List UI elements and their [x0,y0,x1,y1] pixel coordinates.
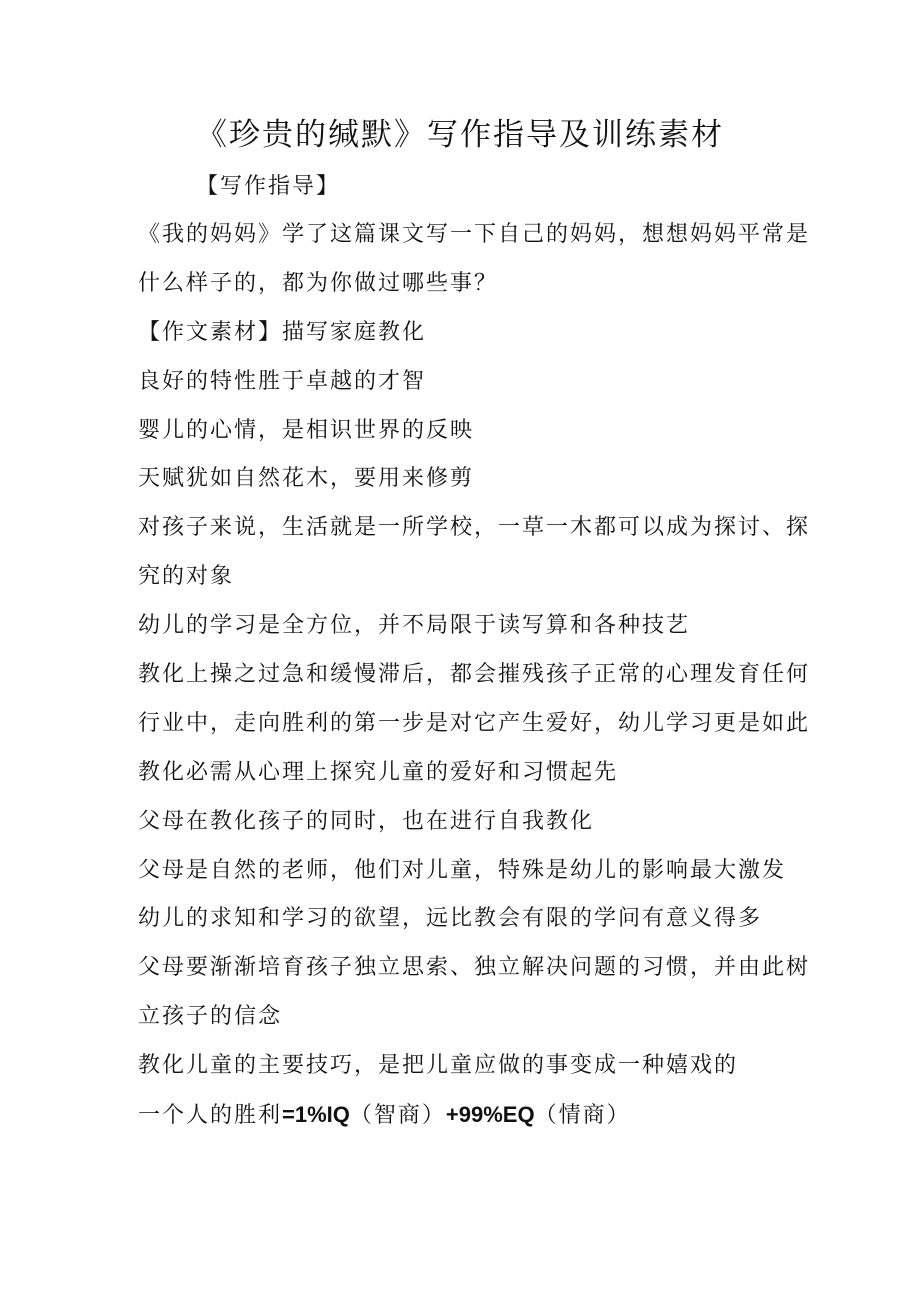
text-line: 良好的特性胜于卓越的才智 [138,368,427,394]
iq-formula: =1%IQ [282,1102,350,1128]
text-line: 父母是自然的老师，他们对儿童，特殊是幼儿的影响最大激发 [138,857,787,883]
text-line: 天赋犹如自然花木，要用来修剪 [138,466,475,492]
text-line: 教化儿童的主要技巧，是把儿童应做的事变成一种嬉戏的 [138,1053,739,1079]
formula-prefix: 一个人的胜利 [138,1103,283,1129]
text-line: 《我的妈妈》学了这篇课文写一下自己的妈妈，想想妈妈平常是 [138,222,811,247]
eq-label: （情商） [534,1103,631,1129]
text-line: 教化上操之过急和缓慢滞后，都会摧残孩子正常的心理发育任何 [138,662,811,688]
document-body [138,214,811,1143]
document-title: 《珍贵的缄默》写作指导及训练素材 [196,117,724,153]
text-line: 幼儿的求知和学习的欲望，远比教会有限的学问有意义得多 [138,906,763,932]
text-line: 立孩子的信念 [138,1004,283,1030]
text-line: 幼儿的学习是全方位，并不局限于读写算和各种技艺 [138,613,691,639]
text-line: 父母要渐渐培育孩子独立思索、独立解决问题的习惯，并由此树 [138,955,811,981]
text-line: 父母在教化孩子的同时，也在进行自我教化 [138,808,595,834]
writing-guide-heading: 【写作指导】 [196,174,341,199]
text-line: 对孩子来说，生活就是一所学校，一草一木都可以成为探讨、探 [138,515,811,541]
text-line: 什么样子的，都为你做过哪些事？ [138,270,499,296]
eq-formula: +99%EQ [445,1102,535,1128]
text-line: 行业中，走向胜利的第一步是对它产生爱好，幼儿学习更是如此 [138,710,811,736]
text-line: 婴儿的心情，是相识世界的反映 [138,417,475,443]
iq-label: （智商） [349,1103,446,1129]
text-line: 教化必需从心理上探究儿童的爱好和习惯起先 [138,759,619,785]
formula-line [138,1094,798,1143]
material-heading: 【作文素材】描写家庭教化 [138,319,427,345]
text-line: 究的对象 [138,564,235,590]
